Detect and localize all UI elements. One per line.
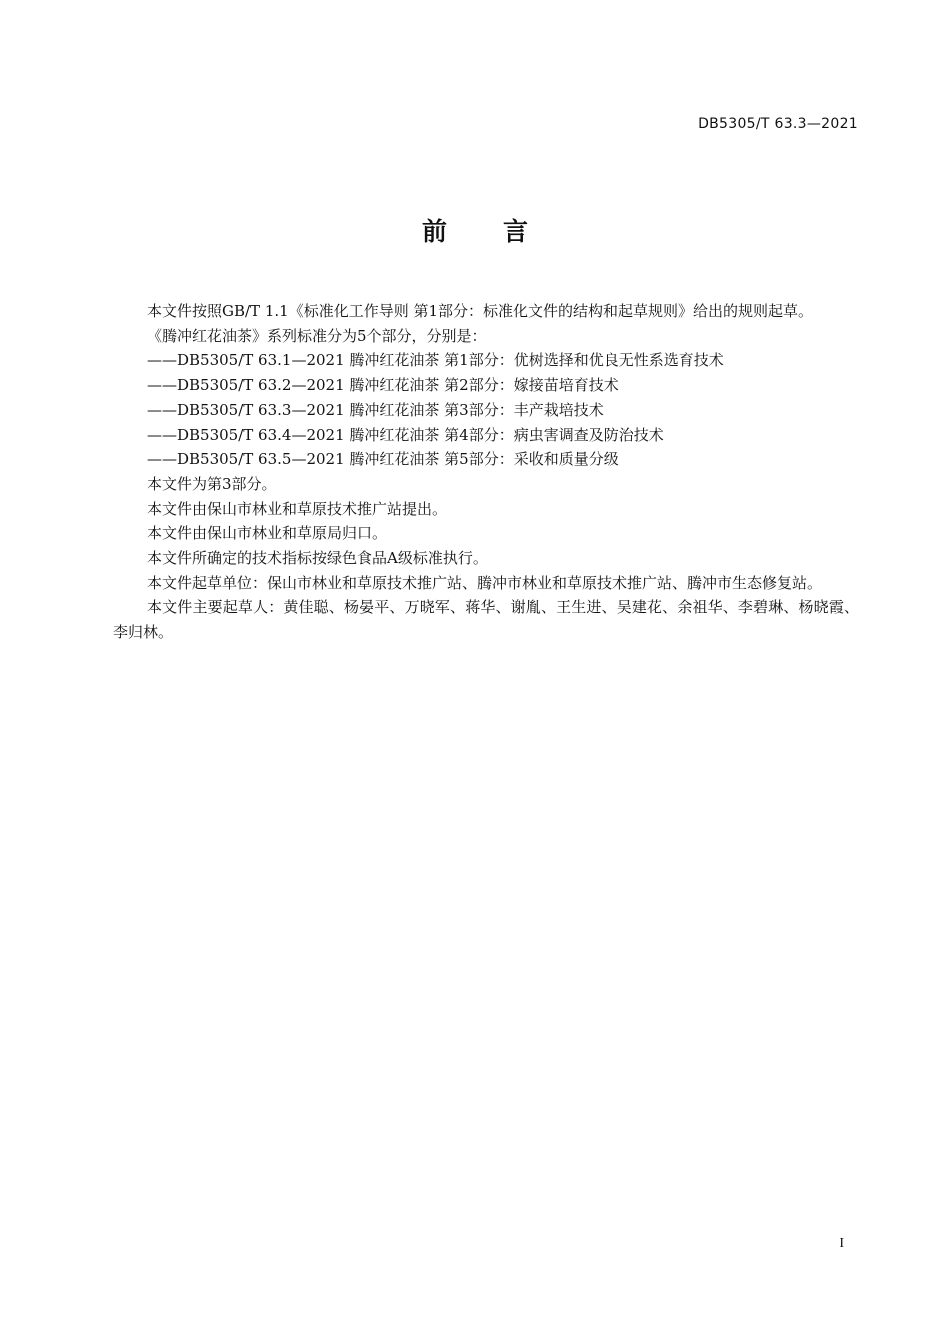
list-item: ——DB5305/T 63.1—2021 腾冲红花油茶 第1部分：优树选择和优良无性系选育技术	[147, 351, 724, 370]
paragraph-standard-level: 本文件所确定的技术指标按绿色食品A级标准执行。	[147, 549, 488, 568]
list-item: ——DB5305/T 63.3—2021 腾冲红花油茶 第3部分：丰产栽培技术	[147, 400, 604, 419]
list-item: ——DB5305/T 63.2—2021 腾冲红花油茶 第2部分：嫁接苗培育技术	[147, 376, 619, 395]
paragraph-proposer: 本文件由保山市林业和草原技术推广站提出。	[147, 499, 448, 518]
list-item: ——DB5305/T 63.4—2021 腾冲红花油茶 第4部分：病虫害调查及防治技术	[147, 425, 664, 444]
page-title: 前言	[421, 217, 584, 246]
list-item: ——DB5305/T 63.5—2021 腾冲红花油茶 第5部分：采收和质量分级	[147, 450, 619, 469]
page-number: I	[839, 1236, 844, 1251]
foreword-body	[113, 299, 859, 645]
paragraph-series-intro: 《腾冲红花油茶》系列标准分为5个部分，分别是：	[147, 326, 487, 345]
paragraph-part-statement: 本文件为第3部分。	[147, 474, 277, 493]
paragraph-drafting-rules: 本文件按照GB/T 1.1《标准化工作导则 第1部分：标准化文件的结构和起草规则》给出的规则起草。	[147, 302, 814, 320]
paragraph-administrator: 本文件由保山市林业和草原局归口。	[147, 524, 388, 543]
document-code: DB5305/T 63.3—2021	[698, 116, 858, 132]
paragraph-drafters: 本文件主要起草人：黄佳聪、杨晏平、万晓军、蒋华、谢胤、王生进、吴建花、余祖华、李碧琳、杨晓霞、李归林。	[113, 598, 859, 642]
paragraph-drafting-units: 本文件起草单位：保山市林业和草原技术推广站、腾冲市林业和草原技术推广站、腾冲市生态修复站。	[147, 573, 823, 592]
